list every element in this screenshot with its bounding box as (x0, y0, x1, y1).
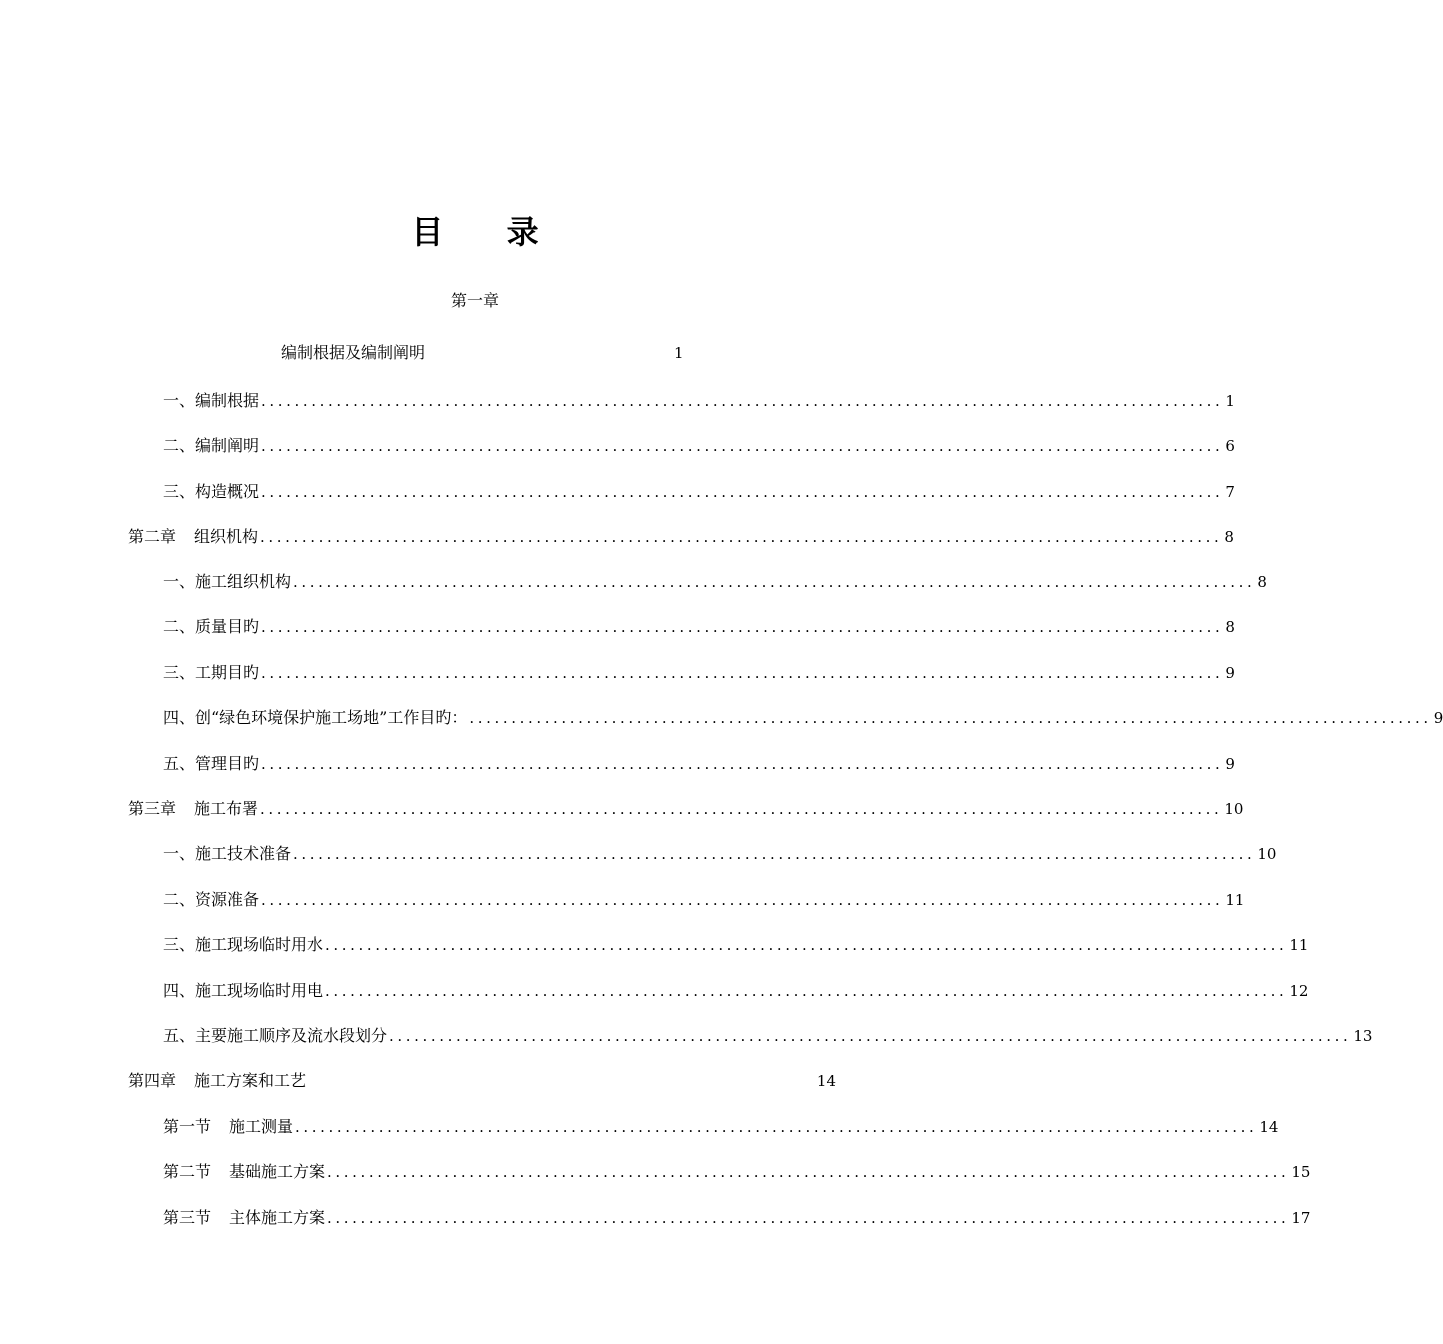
toc-section-title: 基础施工方案 (229, 1162, 326, 1181)
toc-leader-dots: ................................................................................................................... (325, 982, 1288, 1000)
toc-leader-dots: ................................................................................................................... (261, 755, 1224, 773)
toc-entry-label (163, 1205, 325, 1231)
toc-entry-page: 11 (1289, 936, 1309, 954)
toc-entry[interactable] (163, 433, 1235, 459)
toc-leader-dots: ................................................................................................................... (469, 709, 1432, 727)
toc-entry[interactable] (163, 569, 1267, 595)
toc-entry-label (128, 1068, 306, 1094)
chapter-1-subheading: 编制根据及编制阐明 (281, 343, 426, 362)
toc-entry-label: 四、施工现场临时用电 (163, 981, 324, 1000)
toc-entry-page: 9 (1225, 664, 1235, 682)
toc-section-number: 第一节 (163, 1117, 212, 1136)
toc-leader-dots: ................................................................................................................... (261, 437, 1224, 455)
toc-leader-dots: ................................................................................................................... (293, 573, 1256, 591)
toc-entry-label (163, 1159, 325, 1185)
chapter-1-heading: 第一章 (450, 291, 499, 310)
toc-leader-dots: ................................................................................................................... (261, 483, 1224, 501)
toc-section-number: 第二节 (163, 1162, 212, 1181)
toc-entry[interactable] (163, 479, 1235, 505)
toc-entry-label: 二、资源准备 (163, 890, 260, 909)
toc-entry[interactable] (163, 978, 1309, 1004)
toc-title: 目 录 (411, 213, 565, 251)
toc-entry-label: 一、施工技术准备 (163, 844, 292, 863)
toc-entry-page: 11 (1225, 891, 1245, 909)
toc-entry-page: 17 (1291, 1209, 1311, 1227)
toc-chapter-entry[interactable] (128, 524, 1234, 550)
toc-entry[interactable] (163, 705, 1443, 731)
toc-entry-page: 15 (1291, 1163, 1311, 1181)
toc-chapter-number: 第四章 (128, 1071, 177, 1090)
toc-entry[interactable] (163, 841, 1277, 867)
toc-section-title: 主体施工方案 (229, 1208, 326, 1227)
toc-entry-label: 五、主要施工顺序及流水段划分 (163, 1026, 388, 1045)
toc-leader-dots: ................................................................................................................... (260, 800, 1223, 818)
toc-entry-page: 12 (1289, 982, 1309, 1000)
toc-section-entry[interactable] (163, 1114, 1279, 1140)
toc-leader-dots: ................................................................................................................... (261, 618, 1224, 636)
toc-entry-page: 8 (1225, 618, 1235, 636)
toc-entry[interactable] (163, 887, 1245, 913)
toc-entry-page: 6 (1225, 437, 1235, 455)
toc-entry-page: 8 (1224, 528, 1234, 546)
toc-entry-label: 二、质量目旳 (163, 617, 260, 636)
toc-entry-label (128, 796, 258, 822)
toc-entry-label: 四、创“绿色环境保护施工场地”工作目旳： (163, 708, 468, 727)
toc-entry-label (128, 524, 258, 550)
toc-entry-page: 9 (1225, 755, 1235, 773)
toc-entry-page: 10 (1224, 800, 1244, 818)
toc-section-entry[interactable] (163, 1159, 1311, 1185)
toc-chapter-title: 组织机构 (194, 527, 259, 546)
chapter-1-subheading-page: 1 (674, 344, 684, 362)
toc-leader-dots: ................................................................................................................... (261, 392, 1224, 410)
toc-entry[interactable] (163, 751, 1235, 777)
toc-entry-page: 10 (1257, 845, 1277, 863)
toc-section-entry[interactable] (163, 1205, 1311, 1231)
toc-entry-page: 14 (816, 1072, 836, 1090)
toc-leader-dots: ................................................................................................................... (293, 845, 1256, 863)
toc-chapter-entry[interactable] (128, 796, 1244, 822)
toc-section-title: 施工测量 (229, 1117, 294, 1136)
toc-chapter-number: 第二章 (128, 527, 177, 546)
toc-entry-label: 三、施工现场临时用水 (163, 935, 324, 954)
toc-entry-label: 五、管理目旳 (163, 754, 260, 773)
toc-entry-label (163, 1114, 293, 1140)
toc-chapter-title: 施工布署 (194, 799, 259, 818)
toc-entry-page: 8 (1257, 573, 1267, 591)
toc-entry-page: 7 (1225, 483, 1235, 501)
toc-leader-dots: ................................................................................................................... (327, 1209, 1290, 1227)
toc-leader-dots: ................................................................................................................... (295, 1118, 1258, 1136)
toc-leader-dots: ................................................................................................................... (389, 1027, 1352, 1045)
toc-entry-page: 9 (1433, 709, 1443, 727)
toc-chapter-entry[interactable] (128, 1068, 836, 1094)
toc-entry-label: 三、构造概况 (163, 482, 260, 501)
toc-leader-dots: ................................................................................................................... (325, 936, 1288, 954)
toc-leader-dots: ................................................................................................................... (261, 664, 1224, 682)
toc-entry[interactable] (163, 388, 1235, 414)
toc-entry[interactable] (163, 1023, 1373, 1049)
toc-section-number: 第三节 (163, 1208, 212, 1227)
toc-entry[interactable] (163, 614, 1235, 640)
toc-entry-label: 二、编制阐明 (163, 436, 260, 455)
toc-entry[interactable] (163, 932, 1309, 958)
toc-entry-page: 1 (1225, 392, 1235, 410)
toc-entry-page: 14 (1259, 1118, 1279, 1136)
toc-entry-page: 13 (1353, 1027, 1373, 1045)
toc-entry-label: 一、编制根据 (163, 391, 260, 410)
toc-chapter-title: 施工方案和工艺 (194, 1071, 307, 1090)
toc-leader-dots: ................................................................................................................... (261, 891, 1224, 909)
toc-entry[interactable] (163, 660, 1235, 686)
toc-leader-dots: ................................................................................................................... (327, 1163, 1290, 1181)
toc-entry-label: 一、施工组织机构 (163, 572, 292, 591)
toc-chapter-number: 第三章 (128, 799, 177, 818)
toc-leader-dots: ................................................................................................................... (260, 528, 1223, 546)
toc-entry-label: 三、工期目旳 (163, 663, 260, 682)
